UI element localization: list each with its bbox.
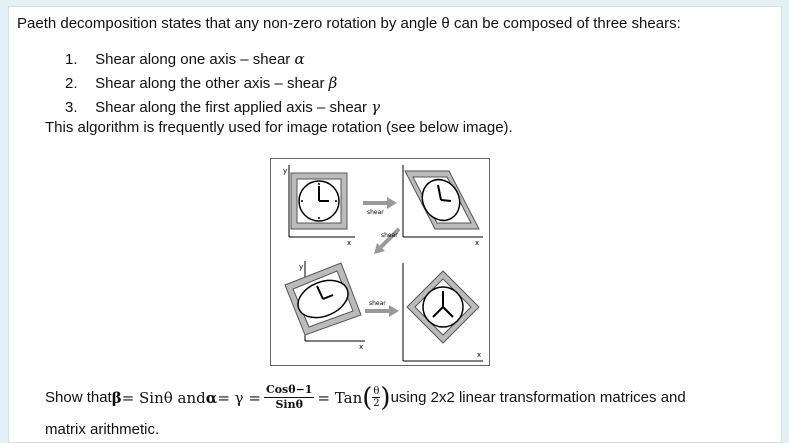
svg-text:x: x [477, 351, 482, 359]
step-number: 1. [65, 51, 78, 68]
steps-list [65, 47, 380, 119]
content-card [8, 6, 782, 443]
step-symbol: α [294, 50, 305, 68]
svg-text:x: x [347, 239, 352, 247]
panel-shear-2 [285, 261, 365, 351]
question-prefix: Show that [45, 389, 112, 406]
shear-arrow-1 [363, 197, 397, 216]
list-item [65, 95, 380, 119]
shear-arrow-3 [365, 300, 399, 317]
svg-text:y: y [283, 167, 288, 175]
svg-text:y: y [299, 263, 304, 271]
question-eq2: = γ = [217, 388, 261, 407]
shear-arrow-2 [374, 229, 399, 254]
panel-original [283, 165, 355, 247]
intro-text: Paeth decomposition states that any non-zero rotation by angle θ can be composed of three shears: [17, 15, 681, 32]
fraction-numerator: Cosθ−1 [265, 383, 313, 396]
panel-shear-1 [403, 165, 483, 247]
cos-sin-fraction [264, 383, 315, 412]
question-eq1: = Sinθ and [121, 388, 206, 407]
step-text: Shear along the other axis – shear [95, 75, 329, 92]
algorithm-paragraph: This algorithm is frequently used for image rotation (see below image). [45, 119, 513, 136]
step-text: Shear along one axis – shear [95, 51, 295, 68]
question-eq3: = Tan [317, 388, 363, 407]
svg-text:x: x [359, 343, 364, 351]
step-symbol: β [328, 74, 338, 92]
shear-diagram [271, 159, 489, 365]
svg-text:shear: shear [381, 232, 398, 239]
alpha-symbol: α [205, 388, 218, 407]
step-text: Shear along the first applied axis – shear [95, 99, 372, 116]
panel-rotated [403, 263, 483, 361]
tan-denominator: 2 [373, 398, 380, 409]
list-item [65, 47, 380, 71]
question-line [45, 383, 686, 412]
fraction-denominator: Sinθ [275, 398, 303, 411]
shear-rotation-figure [270, 158, 490, 366]
svg-text:shear: shear [367, 209, 384, 216]
tan-numerator: θ [373, 386, 380, 397]
step-number: 3. [65, 99, 78, 116]
step-symbol: γ [371, 98, 381, 116]
list-item [65, 71, 380, 95]
tan-argument: ( $\frac{\theta}{2}$ ) [362, 382, 391, 413]
beta-symbol: β [111, 388, 122, 407]
svg-text:x: x [475, 239, 480, 247]
question-line-2: matrix arithmetic. [45, 421, 160, 438]
step-number: 2. [65, 75, 78, 92]
question-suffix: using 2x2 linear transformation matrices and [390, 389, 686, 406]
svg-text:shear: shear [369, 300, 386, 307]
